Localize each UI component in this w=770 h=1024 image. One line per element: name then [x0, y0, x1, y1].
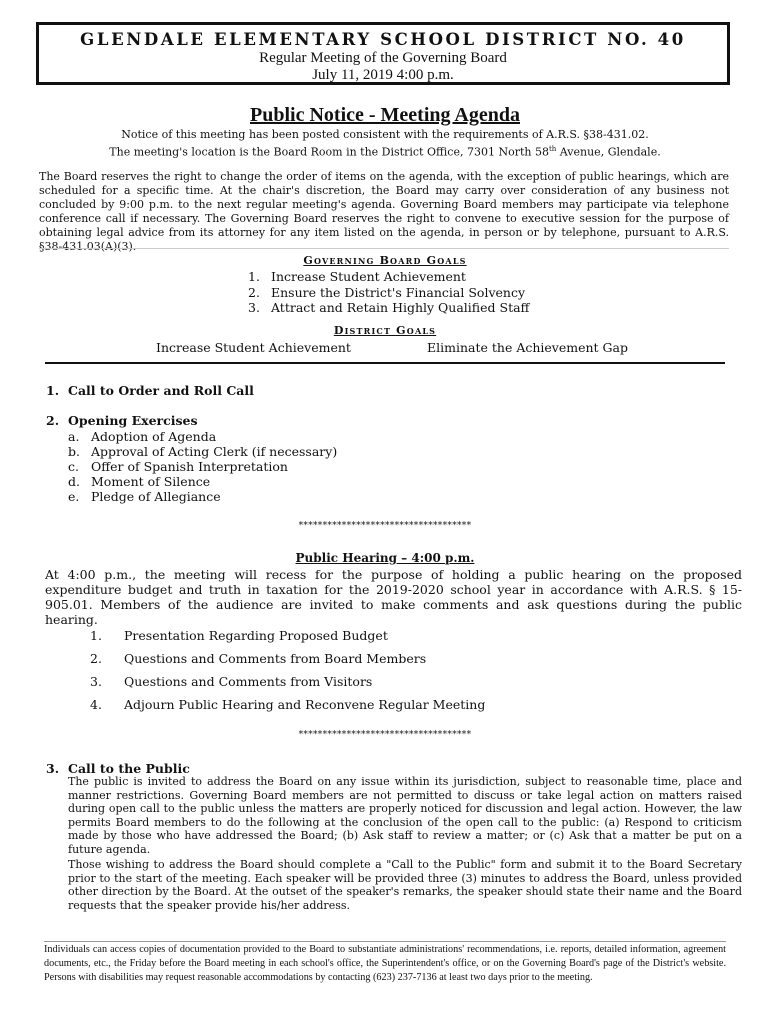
hearing-item-text: Questions and Comments from Board Members: [124, 651, 427, 666]
meeting-date: July 11, 2019 4:00 p.m.: [312, 67, 454, 83]
sub-letter: a.: [68, 429, 80, 444]
agenda-item-3: [46, 761, 190, 776]
public-hearing-paragraph: At 4:00 p.m., the meeting will recess for the purpose of holding a public hearing on the proposed expenditure budget and truth in taxation for the 2019-2020 school year in accordance with A.R.S. § 15-905.01. Members of the audience are invited to make comments and ask questions during the public hearing.: [45, 567, 742, 627]
sub-item: [68, 474, 210, 489]
item-title: Opening Exercises: [68, 413, 198, 428]
district-name: GLENDALE ELEMENTARY SCHOOL DISTRICT NO. 40: [80, 30, 686, 49]
notice-line-2-text: The meeting's location is the Board Room in the District Office, 7301 North 58: [109, 145, 549, 159]
page-title: Public Notice - Meeting Agenda: [250, 104, 520, 126]
goal-item: [248, 269, 529, 285]
hearing-item: [90, 651, 426, 666]
public-hearing-title: Public Hearing – 4:00 p.m.: [295, 551, 475, 565]
divider: [39, 248, 729, 249]
sub-letter: d.: [68, 474, 80, 489]
sub-text: Approval of Acting Clerk (if necessary): [91, 444, 338, 459]
district-goals-heading: District Goals: [333, 324, 437, 337]
item-number: 2.: [46, 413, 60, 428]
hearing-item-number: 1.: [90, 628, 102, 643]
goal-text: Increase Student Achievement: [271, 269, 466, 284]
call-to-public-paragraph-1: The public is invited to address the Board on any issue within its jurisdiction, subject to reasonable time, place and manner restrictions. Governing Board members are not permitted to discuss or take legal action on matters raised during open call to the public unless the matters are properly noticed for discussion and legal action. However, the law permits Board members to do the following at the conclusion of the open call to the public: (a) Respond to criticism made by those who have addressed the Board; (b) Ask staff to review a matter; or (c) Ask that a matter be put on a future agenda.: [68, 775, 742, 856]
sub-letter: b.: [68, 444, 80, 459]
header-box: [36, 22, 730, 85]
goal-number: 2.: [248, 284, 260, 300]
star-separator: ************************************: [298, 521, 472, 531]
district-goal-left: Increase Student Achievement: [156, 340, 351, 355]
goal-text: Attract and Retain Highly Qualified Staff: [271, 300, 530, 315]
hearing-item: [90, 697, 485, 712]
star-separator: ************************************: [298, 730, 472, 740]
hearing-item: [90, 628, 388, 643]
section-rule: [45, 362, 725, 364]
hearing-item-number: 2.: [90, 651, 102, 666]
hearing-item: [90, 674, 372, 689]
hearing-item-text: Questions and Comments from Visitors: [124, 674, 373, 689]
meeting-type: Regular Meeting of the Governing Board: [259, 50, 507, 66]
sub-text: Pledge of Allegiance: [91, 489, 221, 504]
goal-number: 1.: [248, 269, 260, 284]
sub-letter: e.: [68, 489, 80, 504]
hearing-item-text: Adjourn Public Hearing and Reconvene Regular Meeting: [124, 697, 486, 712]
hearing-item-text: Presentation Regarding Proposed Budget: [124, 628, 388, 643]
notice-line-1: Notice of this meeting has been posted consistent with the requirements of A.R.S. §38-431.02.: [121, 128, 649, 141]
sub-item: [68, 459, 288, 474]
notice-superscript: th: [548, 145, 557, 153]
goal-item: [248, 285, 529, 301]
footer-rule: [44, 941, 726, 942]
sub-item: [68, 429, 216, 444]
sub-item: [68, 444, 337, 459]
goal-text: Ensure the District's Financial Solvency: [271, 284, 526, 300]
item-number: 3.: [46, 761, 60, 776]
notice-line-2: [0, 142, 770, 160]
item-title: Call to the Public: [68, 761, 190, 776]
sub-text: Offer of Spanish Interpretation: [91, 459, 288, 474]
agenda-item-2: [46, 413, 198, 428]
footer-note: Individuals can access copies of documentation provided to the Board to substantiate administrations' recommendations, i.e. reports, detailed information, agreement documents, etc., the Friday before the Board meeting in each school's office, the Superintendent's office, or on the Governing Board's page of the District's website. Persons with disabilities may request reasonable accommodations by contacting (623) 237-7136 at least two days prior to the meeting.: [44, 944, 726, 983]
call-to-public-paragraph-2: Those wishing to address the Board should complete a "Call to the Public" form and submit it to the Board Secretary prior to the start of the meeting. Each speaker will be provided three (3) minutes to address the Board, unless provided other direction by the Board. At the outset of the speaker's remarks, the speaker should state their name and the Board requests that the speaker provide his/her address.: [68, 858, 742, 912]
governing-goals-list: [248, 269, 529, 316]
goal-number: 3.: [248, 300, 260, 315]
sub-text: Moment of Silence: [91, 474, 211, 489]
notice-line-2-end: Avenue, Glendale.: [556, 145, 661, 159]
hearing-item-number: 3.: [90, 674, 102, 689]
item-title: Call to Order and Roll Call: [68, 383, 254, 398]
item-number: 1.: [46, 383, 60, 398]
governing-goals-heading: Governing Board Goals: [303, 254, 467, 267]
district-goal-right: Eliminate the Achievement Gap: [427, 340, 628, 355]
hearing-item-number: 4.: [90, 697, 102, 712]
board-rights-paragraph: The Board reserves the right to change the order of items on the agenda, with the exception of public hearings, which are scheduled for a specific time. At the chair's discretion, the Board may carry over consideration of any business not concluded by 9:00 p.m. to the next regular meeting's agenda. Governing Board members may participate via telephone conference call if necessary. The Governing Board reserves the right to convene to executive session for the purpose of obtaining legal advice from its attorney for any item listed on the agenda, in person or by telephone, pursuant to A.R.S. §38-431.03(A)(3).: [39, 170, 729, 253]
sub-letter: c.: [68, 459, 79, 474]
goal-item: [248, 300, 529, 316]
sub-item: [68, 489, 221, 504]
sub-text: Adoption of Agenda: [91, 429, 217, 444]
agenda-item-1: [46, 383, 254, 398]
